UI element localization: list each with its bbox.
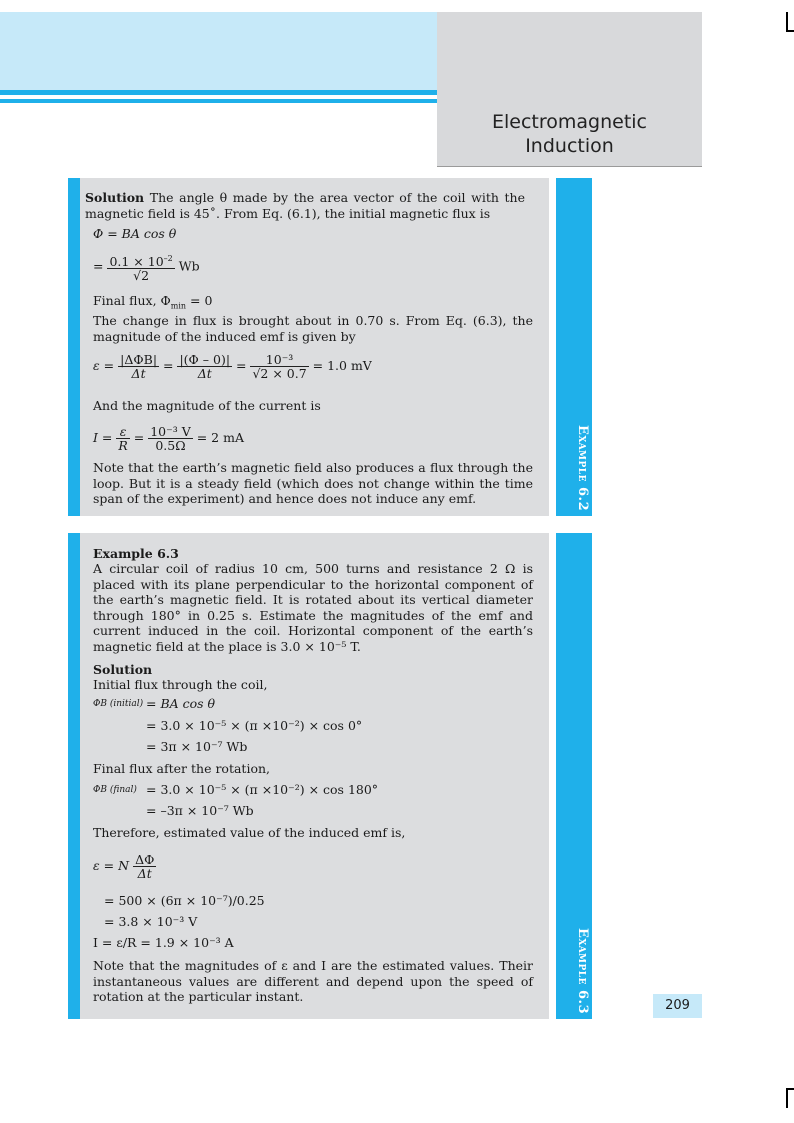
equation: = 500 × (6π × 10⁻⁷)/0.25 (104, 893, 265, 908)
problem-text: A circular coil of radius 10 cm, 500 turns and resistance 2 Ω is placed with its plane perpendicular to the horizontal component of the earth’s magnetic field. It is rotated about its vertical diameter through 180° in 0.25 s. Estimate the magnitudes of the emf and current induced in the coil. Horizontal component of the earth’s magnetic field at the place is 3.0 × 10⁻⁵ T. (93, 561, 533, 654)
intro-text: The angle θ made by the area vector of the coil with the magnetic field is 45˚. From Eq. (6.1), the initial magnetic flux is (85, 190, 525, 221)
example-6-3-tab-label: Example 6.3 (575, 928, 590, 1015)
equation: ε = N $\frac{\Delta\Phi}{\Delta t}$ (93, 852, 155, 881)
note: Note that the earth’s magnetic field also produces a flux through the loop. But it is a steady field (which does not change within the time span of the experiment) and hence does not induce any emf. (93, 460, 533, 506)
chapter-title-line: Electromagnetic (491, 111, 647, 133)
paragraph: And the magnitude of the current is (93, 398, 321, 413)
equation: = 3.0 × 10⁻⁵ × (π ×10⁻²) × cos 0° (146, 718, 363, 733)
page-number: 209 (653, 994, 702, 1018)
final-flux: Final flux, $\Phi_{min} = 0$ (93, 293, 213, 311)
example-title: Example 6.3 (93, 546, 179, 561)
paragraph: The change in flux is brought about in 0.70 s. From Eq. (6.3), the magnitude of the induced emf is given by (93, 313, 533, 344)
equation: = BA cos θ (146, 696, 216, 711)
chapter-title (437, 110, 702, 158)
header-band (0, 12, 437, 90)
flux-lhs: ΦB (initial) (93, 699, 144, 709)
unit: Wb (178, 258, 200, 274)
panel-edge (68, 178, 80, 516)
chapter-title-line: Induction (525, 135, 614, 157)
equation: I = ε/R = 1.9 × 10⁻³ A (93, 935, 234, 950)
equation: ε = $\frac{\text{|ΔΦB|}}{\Delta t}$ = $\frac{|(\Phi - 0)|}{\Delta t}$ = $\frac{\text{10⁻³}}{√2 \times 0.7}$ = 1.0 mV (93, 352, 372, 381)
crop-mark (786, 1088, 794, 1090)
paragraph: Initial flux through the coil, (93, 677, 268, 692)
crop-mark (786, 1090, 788, 1108)
paragraph: Final flux after the rotation, (93, 761, 270, 776)
example-6-2-intro (85, 190, 525, 221)
solution-label: Solution (93, 662, 153, 677)
header-stripe (0, 90, 437, 95)
panel-edge (68, 533, 80, 1019)
flux-lhs: ΦB (final) (93, 785, 137, 795)
crop-mark (786, 30, 794, 32)
equation: = –3π × 10⁻⁷ Wb (146, 803, 254, 818)
equation: I = $\frac{\varepsilon}{R}$ = $\frac{\text{10⁻³ V}}{0.5\Omega}$ = 2 mA (93, 424, 244, 453)
example-6-2-tab-label: Example 6.2 (575, 425, 590, 512)
equation: = 3.0 × 10⁻⁵ × (π ×10⁻²) × cos 180° (146, 782, 379, 797)
note: Note that the magnitudes of ε and I are the estimated values. Their instantaneous values are different and depend upon the speed of rotation at the particular instant. (93, 958, 533, 1004)
fraction: $\frac{0.1 \times 10^{-2}}{√2}$ (109, 254, 173, 284)
crop-mark (786, 12, 788, 32)
solution-label: Solution (85, 190, 145, 205)
equation: = 3.8 × 10⁻³ V (104, 914, 198, 929)
equation: Φ = BA cos θ (93, 226, 177, 241)
header-stripe (0, 99, 437, 103)
equation: = $\frac{0.1 \times 10^{-2}}{√2}$ Wb (93, 254, 200, 284)
paragraph: Therefore, estimated value of the induced emf is, (93, 825, 406, 840)
equation: = 3π × 10⁻⁷ Wb (146, 739, 248, 754)
